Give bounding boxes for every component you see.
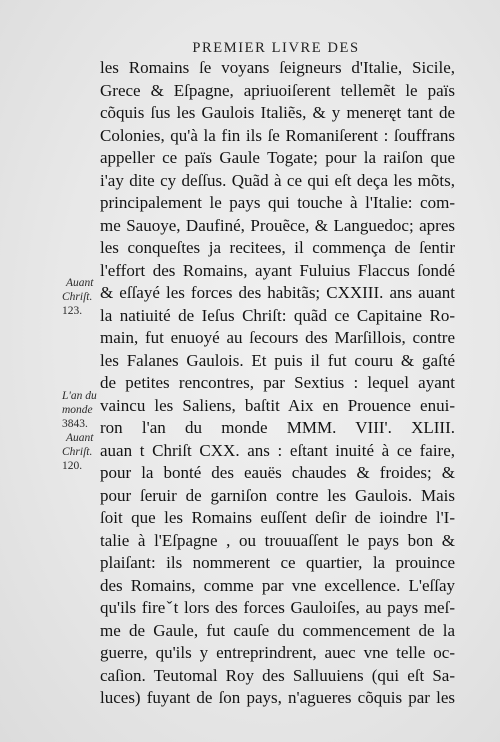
text-line: l'effort des Romains, ayant Fuluius Flaccus ſondé (100, 260, 455, 280)
margin-note-line: L'an du (62, 390, 97, 402)
text-line: ſoit que les Romains euſſent deſir de ioindre l'I- (100, 508, 455, 527)
text-line: caſion. Teutomal Roy des Salluuiens (qui eſt Sa- (100, 665, 455, 685)
text-line: pour ſeruir de garniſon contre les Gaulois. Mais (100, 485, 455, 505)
text-line: me de Gaule, fut cauſe du commencement de la (100, 620, 455, 640)
margin-note-line: Auant (66, 432, 94, 444)
text-line: Colonies, qu'à la fin ils ſe Romaniſerent : ſouffrans (100, 125, 455, 145)
margin-note-line: 120. (62, 460, 83, 472)
margin-note-line: 123. (62, 305, 83, 317)
text-line: cõquis ſus les Gaulois Italiẽs, & y meneręt tant de (100, 103, 455, 122)
text-line: pour la bonté des eauës chaudes & froides; & (100, 463, 455, 482)
margin-note-line: 3843. (62, 418, 88, 430)
text-line: luces) fuyant de ſon pays, n'agueres cõquis par les (100, 688, 455, 707)
text-line: auan t Chriſt CXX. ans : eſtant inuité à ce faire, (100, 440, 455, 460)
running-head: PREMIER LIVRE DES (192, 40, 360, 56)
text-line: ron l'an du monde MMM. VIII'. XLIII. (100, 418, 455, 437)
text-line: guerre, qu'ils y entreprindrent, auec vne telle oc- (100, 643, 455, 662)
text-line: appeller ce païs Gaule Togate; pour la raiſon que (100, 148, 455, 167)
margin-note (62, 276, 93, 318)
text-line: plaiſant: ils nommerent ce quartier, la prouince (100, 553, 455, 572)
text-line: & eſſayé les forces des habitãs; CXXIII. ans auant (100, 283, 455, 302)
text-line: des Romains, comme par vne excellence. L'eſſay (100, 575, 455, 595)
margin-note-line: Chriſt. (62, 291, 93, 303)
margin-note (62, 389, 97, 473)
text-line: i'ay dite cy deſſus. Quãd à ce qui eſt deça les mõts, (100, 170, 455, 190)
text-line: la natiuité de Ieſus Chriſt: quãd ce Capitaine Ro- (100, 305, 455, 325)
text-line: principalement le pays qui touche à l'Italie: com- (100, 193, 455, 212)
margin-note-line: monde (62, 404, 93, 416)
text-line: Grece & Eſpagne, apriuoiſerent tellemẽt le païs (100, 80, 455, 100)
text-line: les conqueſtes ja recitees, il commença de ſentir (100, 238, 455, 257)
text-line: me Sauoye, Daufiné, Prouẽce, & Languedoc; apres (100, 215, 455, 235)
margin-note-line: Auant (66, 277, 94, 289)
text-line: qu'ils fireˇt lors des forces Gauloiſes, au pays meſ- (100, 598, 455, 617)
text-line: les Romains ſe voyans ſeigneurs d'Italie, Sicile, (100, 58, 455, 77)
text-line: de petites rencontres, par Sextius : lequel ayant (100, 373, 455, 392)
text-line: main, fut enuoyé au ſecours des Marſillois, contre (100, 328, 455, 347)
text-line: talie à l'Eſpagne , ou trouuaſſent le pays bon & (100, 530, 455, 550)
text-line: les Falanes Gaulois. Et puis il fut couru & gaſté (100, 350, 455, 370)
text-line: vaincu les Saliens, baſtit Aix en Prouence enui- (100, 395, 455, 415)
margin-note-line: Chriſt. (62, 446, 93, 458)
